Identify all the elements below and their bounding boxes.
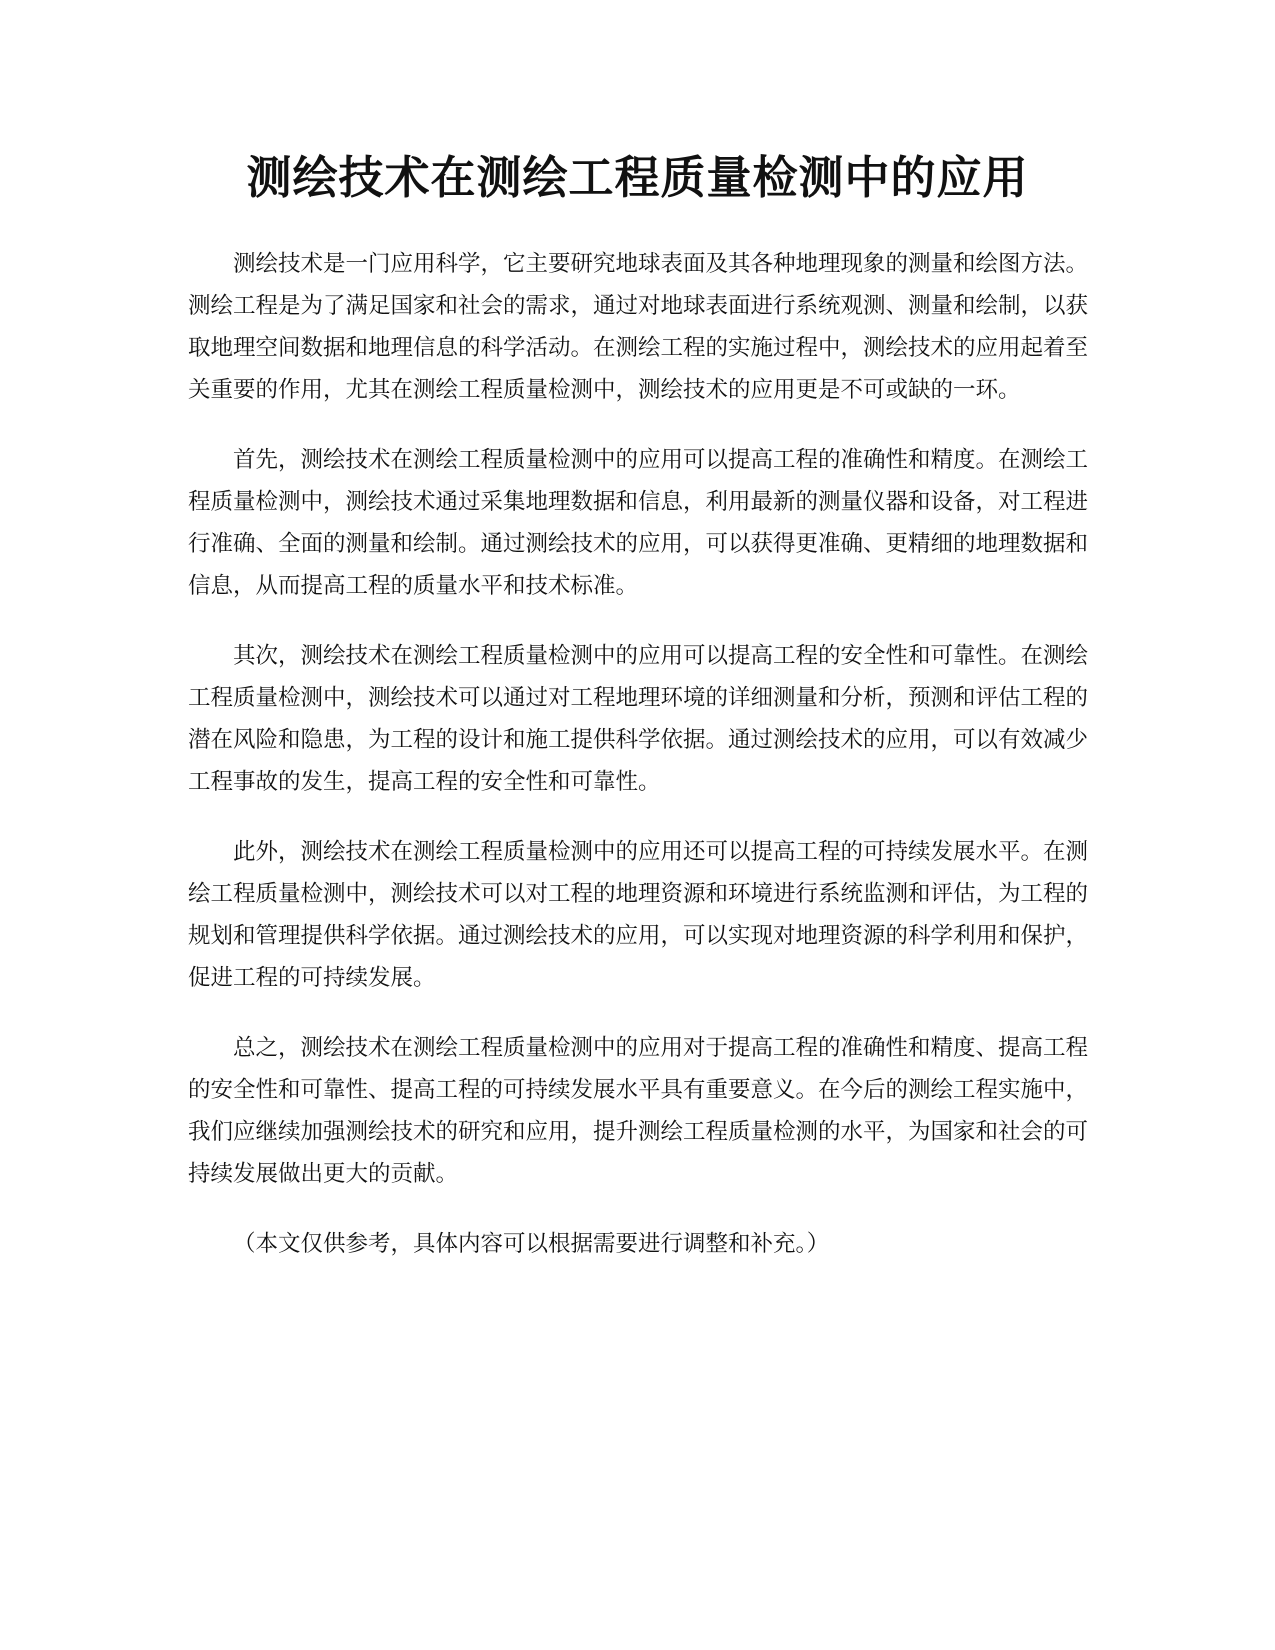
page-title: 测绘技术在测绘工程质量检测中的应用 (246, 151, 1029, 204)
paragraph-safety: 其次，测绘技术在测绘工程质量检测中的应用可以提高工程的安全性和可靠性。在测绘工程质量检测中，测绘技术可以通过对工程地理环境的详细测量和分析，预测和评估工程的潜在风险和隐患，为工程的设计和施工提供科学依据。通过测绘技术的应用，可以有效减少工程事故的发生，提高工程的安全性和可靠性。 (188, 643, 1089, 795)
paragraph-sustainability: 此外，测绘技术在测绘工程质量检测中的应用还可以提高工程的可持续发展水平。在测绘工程质量检测中，测绘技术可以对工程的地理资源和环境进行系统监测和评估，为工程的规划和管理提供科学依据。通过测绘技术的应用，可以实现对地理资源的科学利用和保护，促进工程的可持续发展。 (188, 839, 1089, 991)
paragraph-conclusion: 总之，测绘技术在测绘工程质量检测中的应用对于提高工程的准确性和精度、提高工程的安全性和可靠性、提高工程的可持续发展水平具有重要意义。在今后的测绘工程实施中，我们应继续加强测绘技术的研究和应用，提升测绘工程质量检测的水平，为国家和社会的可持续发展做出更大的贡献。 (188, 1035, 1089, 1187)
reference-note: （本文仅供参考，具体内容可以根据需要进行调整和补充。） (233, 1231, 830, 1257)
paragraph-accuracy: 首先，测绘技术在测绘工程质量检测中的应用可以提高工程的准确性和精度。在测绘工程质量检测中，测绘技术通过采集地理数据和信息，利用最新的测量仪器和设备，对工程进行准确、全面的测量和绘制。通过测绘技术的应用，可以获得更准确、更精细的地理数据和信息，从而提高工程的质量水平和技术标准。 (188, 447, 1089, 599)
paragraph-intro: 测绘技术是一门应用科学，它主要研究地球表面及其各种地理现象的测量和绘图方法。测绘工程是为了满足国家和社会的需求，通过对地球表面进行系统观测、测量和绘制，以获取地理空间数据和地理信息的科学活动。在测绘工程的实施过程中，测绘技术的应用起着至关重要的作用，尤其在测绘工程质量检测中，测绘技术的应用更是不可或缺的一环。 (188, 251, 1089, 403)
document-body (188, 243, 1088, 1265)
